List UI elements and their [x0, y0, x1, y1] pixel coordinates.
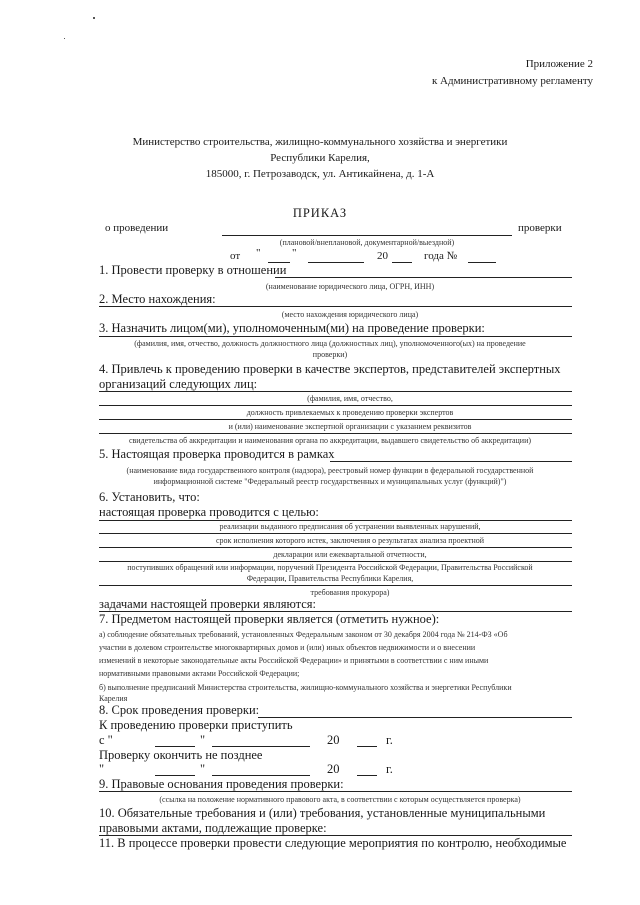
intro-left: о проведении	[105, 222, 169, 234]
item-6: 6. Установить, что:	[99, 490, 200, 504]
item-4-caption-3: и (или) наименование экспертной организации с указанием реквизитов	[228, 422, 472, 431]
item-7-b-1: б) выполнение предписаний Министерства строительства, жилищно-коммунального хозяйства и энергетики Республики	[99, 683, 512, 692]
end-day-line	[155, 775, 195, 776]
start-date-c: с "	[99, 733, 113, 747]
item-6-caption-6: требования прокурора)	[310, 588, 390, 597]
date-year-line	[392, 262, 412, 263]
end-year: 20	[327, 762, 340, 776]
end-g: г.	[386, 762, 393, 776]
item-5-line	[330, 461, 572, 462]
end-month-line	[212, 775, 310, 776]
item-4-line-2: организаций следующих лиц:	[99, 377, 258, 391]
item-8-start: К проведению проверки приступить	[99, 718, 293, 732]
item-3-caption-1: (фамилия, имя, отчество, должность должностного лица (должностных лиц), уполномоченного(ых) на проведение	[134, 339, 526, 348]
intro-blank-line	[222, 235, 512, 236]
order-number-label: года №	[424, 250, 458, 262]
item-5-caption-2: информационной системе "Федеральный реестр государственных и муниципальных услуг (функций)")	[153, 477, 507, 486]
item-6-tasks: задачами настоящей проверки являются:	[99, 597, 317, 611]
item-6-rule-4	[99, 561, 572, 562]
item-4-caption-2: должность привлекаемых к проведению проверки экспертов	[246, 408, 454, 417]
start-month-line	[212, 746, 310, 747]
item-6-rule-5	[99, 585, 572, 586]
ministry-name: Министерство строительства, жилищно-коммунального хозяйства и энергетики	[132, 136, 508, 148]
item-7: 7. Предметом настоящей проверки является (отметить нужное):	[99, 612, 440, 626]
item-9: 9. Правовые основания проведения проверки:	[99, 777, 344, 791]
item-2-line	[99, 306, 572, 307]
item-7-a-3: изменений в некоторые законодательные акты Российской Федерации» и принятыми в соответствии с ним иными	[99, 656, 489, 665]
page-title: ПРИКАЗ	[292, 206, 348, 220]
item-7-a-1: а) соблюдение обязательных требований, установленных Федеральным законом от 30 декабря 2004 года № 214-ФЗ «Об	[99, 630, 508, 639]
item-4-rule-1	[99, 391, 572, 392]
scan-speck	[64, 38, 65, 39]
item-8: 8. Срок проведения проверки:	[99, 703, 260, 717]
item-11: 11. В процессе проверки провести следующие мероприятия по контролю, необходимые	[99, 836, 567, 850]
item-1-line	[275, 277, 572, 278]
item-10-line-2: правовыми актами, подлежащие проверке:	[99, 821, 327, 835]
item-4-caption-4: свидетельства об аккредитации и наименования органа по аккредитации, выдавшего свидетельство об аккредитации)	[128, 436, 532, 445]
item-6-caption-4: поступивших обращений или информации, поручений Президента Российской Федерации, Правительства Российской	[127, 563, 533, 572]
item-6-caption-1: реализации выданного предписания об устранении выявленных нарушений,	[219, 522, 481, 531]
item-3: 3. Назначить лицом(ми), уполномоченным(ми) на проведение проверки:	[99, 321, 485, 335]
item-8-line	[258, 717, 572, 718]
item-6-caption-3: декларации или ежеквартальной отчетности,	[273, 550, 427, 559]
appendix-line-2: к Административному регламенту	[431, 75, 593, 87]
date-month-line	[308, 262, 364, 263]
item-6-purpose: настоящая проверка проводится с целью:	[99, 505, 319, 519]
item-3-caption-2: проверки)	[312, 350, 348, 359]
item-7-a-4: нормативными правовыми актами Российской Федерации;	[99, 669, 300, 678]
item-8-end: Проверку окончить не позднее	[99, 748, 263, 762]
item-6-rule-3	[99, 547, 572, 548]
item-7-b-2: Карелия	[99, 694, 128, 703]
item-4-rule-4	[99, 433, 572, 434]
date-from: от	[230, 250, 241, 262]
item-4-rule-2	[99, 405, 572, 406]
end-quote-open: "	[99, 762, 105, 776]
item-4-caption-1: (фамилия, имя, отчество,	[307, 394, 393, 403]
item-9-line	[99, 791, 572, 792]
item-7-a-2: участии в долевом строительстве многоквартирных домов и (или) иных объектов недвижимости и о внесении	[99, 643, 476, 652]
item-5-caption-1: (наименование вида государственного контроля (надзора), реестровый номер функции в федеральной государственной	[126, 466, 534, 475]
end-year-line	[357, 775, 377, 776]
item-2: 2. Место нахождения:	[99, 292, 216, 306]
ministry-address: 185000, г. Петрозаводск, ул. Антикайнена, д. 1-А	[205, 168, 435, 180]
item-6-caption-2: срок исполнения которого истек, заключения о результатах анализа проектной	[215, 536, 485, 545]
item-1-caption: (наименование юридического лица, ОГРН, ИНН)	[265, 282, 435, 291]
item-9-caption: (ссылка на положение нормативного правового акта, в соответствии с которым осуществляется проверка)	[159, 795, 521, 804]
intro-caption: (плановой/внеплановой, документарной/выездной)	[279, 238, 455, 247]
order-number-line	[468, 262, 496, 263]
start-year-line	[357, 746, 377, 747]
item-6-rule-1	[99, 520, 572, 521]
appendix-line-1: Приложение 2	[525, 58, 593, 70]
item-1: 1. Провести проверку в отношении	[99, 263, 287, 277]
start-g: г.	[386, 733, 393, 747]
item-4-rule-3	[99, 419, 572, 420]
scan-speck	[93, 17, 95, 19]
item-2-caption: (место нахождения юридического лица)	[281, 310, 419, 319]
date-quote-open: "	[256, 247, 261, 259]
item-4-line-1: 4. Привлечь к проведению проверки в качестве экспертов, представителей экспертных	[99, 362, 561, 376]
start-day-line	[155, 746, 195, 747]
date-quote-close: "	[292, 247, 297, 259]
item-5: 5. Настоящая проверка проводится в рамках	[99, 447, 335, 461]
item-6-rule-2	[99, 533, 572, 534]
item-3-line	[99, 336, 572, 337]
intro-right: проверки	[518, 222, 562, 234]
start-year: 20	[327, 733, 340, 747]
date-year: 20	[377, 250, 388, 262]
start-quote: "	[200, 733, 206, 747]
end-quote-close: "	[200, 762, 206, 776]
item-6-caption-5: Федерации, Правительства Республики Карелия,	[246, 574, 414, 583]
ministry-region: Республики Карелия,	[270, 152, 370, 164]
item-10-line-1: 10. Обязательные требования и (или) требования, установленные муниципальными	[99, 806, 546, 820]
